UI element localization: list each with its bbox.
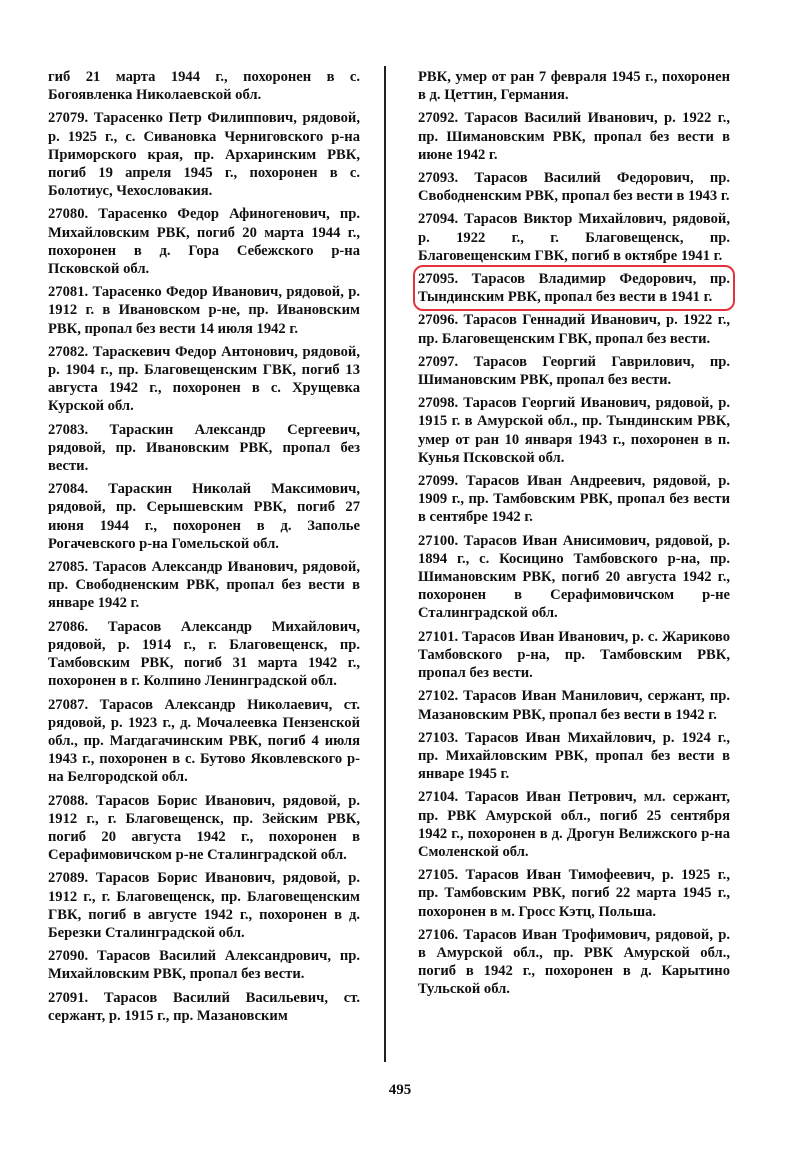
entry-description: рядовой, р. 1912 г., г. Благовещенск, пр. Благовещенским ГВК, погиб в августе 1942 г., похоронен в д. Березки Сталинградской обл.	[48, 870, 360, 941]
entry-name: Тарасов Иван Трофимович,	[463, 926, 651, 943]
entry-number: 27079.	[48, 110, 89, 127]
entry-number: 27106.	[418, 926, 459, 943]
entry-description: рядовой, р. 1912 г. в Ивановском р-не, пр. Ивановским РВК, пропал без вести 14 июля 1942 г.	[48, 284, 360, 337]
entry	[418, 109, 730, 164]
entry-name: Тарасов Иван Андреевич,	[465, 473, 646, 490]
entry	[418, 926, 730, 999]
entry-number: 27095.	[418, 271, 459, 288]
entry	[48, 558, 360, 613]
entry	[48, 618, 360, 691]
entry-number: 27100.	[418, 532, 459, 549]
entry-description: пр. Шимановским РВК, пропал без вести.	[418, 353, 730, 389]
entry	[418, 353, 730, 389]
entry-number: 27088.	[48, 792, 89, 809]
entry-name: Тарасов Василий Александрович,	[96, 948, 332, 965]
entry	[48, 989, 360, 1025]
entry	[418, 628, 730, 683]
entry-number: 27102.	[418, 688, 459, 705]
entry-description: рядовой, р. 1922 г., г. Благовещенск, пр. Благовещенским ГВК, погиб в октябре 1941 г.	[418, 211, 730, 264]
entry-description: рядовой, р. 1915 г. в Амурской обл., пр. Тындинским РВК, умер от ран 10 января 1943 г., похоронен в п. Кунья Псковской обл.	[418, 395, 730, 466]
entry-number: 27091.	[48, 989, 89, 1006]
entry	[48, 696, 360, 787]
entry-description: рядовой, р. 1894 г., с. Косицино Тамбовского р-на, пр. Шимановским РВК, погиб 20 августа 1942 г., похоронен в Серафимовичском р-не Сталинградской обл.	[418, 532, 730, 622]
entry-description: рядовой, р. в Амурской обл., пр. РВК Амурской обл., погиб в 1942 г., похоронен в д. Карытино Тульской обл.	[418, 926, 730, 998]
entry-description: ст. сержант, р. 1915 г., пр. Мазановским	[48, 989, 360, 1024]
entry-name: Тарасов Иван Манилович,	[463, 688, 643, 705]
column-divider	[384, 66, 386, 1062]
entry-number: 27104.	[418, 789, 459, 806]
entry-name: Тарасов Иван Михайлович,	[465, 729, 656, 746]
page-number: 495	[388, 1082, 412, 1098]
entry-name: Тараскин Николай Максимович,	[108, 481, 361, 498]
entry-number: 27085.	[48, 559, 89, 576]
entry-continuation: РВК, умер от ран 7 февраля 1945 г., похоронен в д. Цеттин, Германия.	[418, 69, 730, 104]
entry-number: 27081.	[48, 284, 89, 301]
entry-name: Тарасов Василий Федорович,	[474, 170, 694, 187]
entry	[418, 687, 730, 723]
entry-continuation: гиб 21 марта 1944 г., похоронен в с. Богоявленка Николаевской обл.	[48, 69, 360, 104]
entry-number: 27087.	[48, 696, 89, 713]
entry-name: Тараскин Александр Сергеевич,	[109, 421, 361, 438]
entry-description: рядовой, р. 1904 г., пр. Благовещенским ГВК, погиб 13 августа 1942 г., похоронен в с. Хрущевка Курской обл.	[48, 343, 360, 415]
entry-number: 27103.	[418, 729, 459, 746]
highlighted-entry	[418, 270, 730, 306]
entry	[48, 205, 360, 278]
entry-description: р. 1922 г., пр. Шимановским РВК, пропал без вести в июне 1942 г.	[418, 110, 731, 163]
entry-description: пр. Михайловским РВК, пропал без вести.	[48, 948, 360, 983]
entry-name: Тарасов Александр Михайлович,	[107, 618, 360, 635]
entry-description: р. 1924 г., пр. Михайловским РВК, пропал без вести в январе 1945 г.	[418, 729, 731, 783]
entry-name: Тарасов Виктор Михайлович,	[464, 211, 667, 228]
entry-description: ст. рядовой, р. 1923 г., д. Мочалеевка Пензенской обл., пр. Магдагачинским РВК, погиб 4 июля 1943 г., похоронен в с. Бутово Яковлевского р-на Белгородской обл.	[48, 696, 360, 786]
entry-description: рядовой, пр. Ивановским РВК, пропал без вести.	[48, 439, 360, 475]
entry	[418, 169, 730, 205]
entry-number: 27094.	[418, 211, 459, 228]
entry-description: рядовой, пр. Свободненским РВК, пропал без вести в январе 1942 г.	[48, 559, 360, 612]
entry-number: 27083.	[48, 421, 89, 438]
left-column	[48, 68, 360, 1030]
entry-name: Тарасов Борис Иванович,	[96, 792, 276, 809]
entry	[418, 394, 730, 467]
entry-name: Тарасов Александр Иванович,	[93, 559, 298, 576]
entry-number: 27086.	[48, 618, 89, 635]
entry	[418, 532, 730, 623]
entry	[48, 283, 360, 338]
entry-name: Тарасов Александр Николаевич,	[99, 696, 333, 713]
entry-name: Тарасов Борис Иванович,	[96, 870, 276, 887]
entry	[418, 788, 730, 861]
entry-number: 27101.	[418, 628, 459, 645]
entry-number: 27090.	[48, 948, 89, 965]
entry-name: Тарасов Иван Петрович,	[465, 789, 637, 806]
entry-name: Тарасенко Федор Иванович,	[92, 284, 283, 301]
entry-name: Тарасов Геннадий Иванович,	[463, 312, 661, 329]
right-column	[418, 68, 730, 1004]
entry-name: Тарасов Георгий Иванович,	[463, 395, 651, 412]
entry-name: Тарасенко Федор Афиногенович,	[98, 206, 330, 223]
entry-number: 27097.	[418, 353, 459, 370]
entry-name: Тарасов Иван Тимофеевич,	[465, 867, 655, 884]
entry-description: пр. Свободненским РВК, пропал без вести в 1943 г.	[418, 170, 731, 205]
entry	[48, 109, 360, 200]
entry-number: 27099.	[418, 473, 459, 490]
entry-number: 27105.	[418, 867, 459, 884]
entry-name: Тарасов Василий Иванович,	[464, 110, 658, 127]
entry	[48, 343, 360, 416]
entry-description: рядовой, р. 1909 г., пр. Тамбовским РВК, пропал без вести в сентябре 1942 г.	[418, 473, 730, 526]
entry-number: 27089.	[48, 870, 89, 887]
entry-description: рядовой, р. 1912 г., г. Благовещенск, пр. Зейским РВК, погиб 20 августа 1942 г., похоронен в Серафимовичском р-не Сталинградской обл.	[48, 792, 360, 864]
entry-description: пр. Михайловским РВК, погиб 20 марта 1944 г., похоронен в д. Гора Себежского р-на Псковской обл.	[48, 206, 360, 278]
entry-name: Тарасов Иван Анисимович,	[463, 532, 650, 549]
entry	[48, 792, 360, 865]
entry-name: Тараскевич Федор Антонович,	[92, 343, 298, 360]
entry-description: мл. сержант, пр. РВК Амурской обл., погиб 25 сентября 1942 г., похоронен в д. Дрогун Велижского р-на Смоленской обл.	[418, 789, 730, 860]
entry	[48, 947, 360, 983]
entry	[418, 729, 730, 784]
entry-number: 27093.	[418, 170, 459, 187]
entry-description: рядовой, р. 1925 г., с. Сивановка Черниговского р-на Приморского края, пр. Архаринским РВК, погиб 19 апреля 1945 г., похоронен в с. Болотиус, Чехословакия.	[48, 110, 360, 200]
entry-name: Тарасов Владимир Федорович,	[471, 271, 697, 288]
entry-description: р. 1922 г., пр. Благовещенским ГВК, пропал без вести.	[418, 312, 730, 347]
entry	[418, 472, 730, 527]
entry-name: Тарасов Георгий Гаврилович,	[473, 353, 695, 370]
entry-name: Тарасов Василий Васильевич,	[103, 989, 329, 1006]
entry-name: Тарасов Иван Иванович,	[462, 628, 629, 645]
entry-description: пр. Тындинским РВК, пропал без вести в 1941 г.	[418, 271, 730, 306]
entry-name: Тарасенко Петр Филиппович,	[93, 110, 297, 127]
entry-number: 27082.	[48, 343, 89, 360]
entry-number: 27080.	[48, 206, 89, 223]
entry	[418, 311, 730, 347]
entry	[418, 866, 730, 921]
entry	[48, 480, 360, 553]
entry	[418, 210, 730, 265]
entry-number: 27092.	[418, 110, 459, 127]
entry	[48, 869, 360, 942]
entry-description: р. с. Жариково Тамбовского р-на, пр. Тамбовским РВК, пропал без вести.	[418, 628, 731, 682]
entry-number: 27098.	[418, 395, 459, 412]
entry	[48, 421, 360, 476]
entry-number: 27096.	[418, 312, 459, 329]
entry-number: 27084.	[48, 481, 89, 498]
entry-description: р. 1925 г., пр. Тамбовским РВК, погиб 22 марта 1945 г., похоронен в м. Гросс Кэтц, Польша.	[418, 867, 730, 920]
entry-description: рядовой, р. 1914 г., г. Благовещенск, пр. Тамбовским РВК, погиб 31 марта 1942 г., похоронен в г. Колпино Ленинградской обл.	[48, 636, 360, 690]
entry-description: сержант, пр. Мазановским РВК, пропал без вести в 1942 г.	[418, 688, 730, 723]
entry-description: рядовой, пр. Серышевским РВК, погиб 27 июня 1944 г., похоронен в д. Заполье Рогачевского р-на Гомельской обл.	[48, 499, 360, 552]
